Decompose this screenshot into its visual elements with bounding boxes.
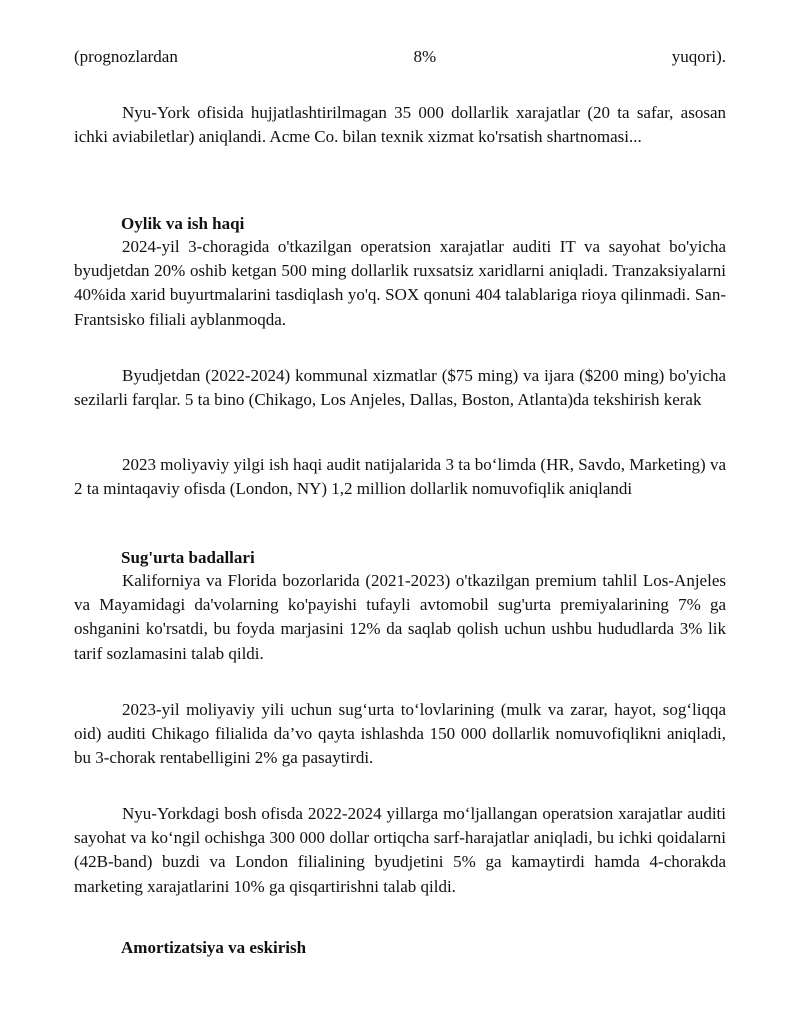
heading-sugurta-badallari: Sug'urta badallari: [121, 548, 255, 567]
paragraph-nyu-york-expenses: Nyu-York ofisida hujjatlashtirilmagan 35 000 dollarlik xarajatlar (20 ta safar, asosan ichki aviabiletlar) aniqlandi. Acme Co. bilan texnik xizmat ko'rsatish shartnomasi...: [74, 103, 726, 147]
top-line: [74, 45, 726, 69]
heading-oylik-va-ish-haqi: Oylik va ish haqi: [121, 214, 245, 233]
paragraph-q3-audit: 2024-yil 3-choragida o'tkazilgan operatsion xarajatlar auditi IT va sayohat bo'yicha byudjetdan 20% oshib ketgan 500 ming dollarlik ruxsatsiz xaridlarni aniqladi. Tranzaksiyalarni 40%ida xarid buyurtmalarini tasdiqlash yo'q. SOX qonuni 404 talablariga rioya qilinmadi. San-Frantsisko filiali ayblanmoqda.: [74, 237, 726, 329]
paragraph-premium-analysis: Kaliforniya va Florida bozorlarida (2021-2023) o'tkazilgan premium tahlil Los-Anjeles va Mayamidagi da'volarning ko'payishi tufayli avtomobil sug'urta premiyalarining 7% ga oshganini ko'rsatdi, bu foyda marjasini 12% da saqlab qolish uchun ushbu hududlarda 3% lik tarif sozlamasini talab qildi.: [74, 571, 726, 663]
top-line-left: (prognozlardan: [74, 47, 178, 66]
paragraph-budget-variance: Byudjetdan (2022-2024) kommunal xizmatlar ($75 ming) va ijara ($200 ming) bo'yicha sezilarli farqlar. 5 ta bino (Chikago, Los Anjeles, Dallas, Boston, Atlanta)da tekshirish kerak: [74, 366, 726, 410]
top-line-middle: 8%: [413, 47, 437, 66]
top-line-right: yuqori).: [671, 47, 726, 66]
paragraph-payroll-audit: 2023 moliyaviy yilgi ish haqi audit natijalarida 3 ta bo‘limda (HR, Savdo, Marketing) va 2 ta mintaqaviy ofisda (London, NY) 1,2 million dollarlik nomuvofiqlik aniqlandi: [74, 455, 726, 499]
heading-amortizatsiya: Amortizatsiya va eskirish: [121, 938, 307, 957]
paragraph-hq-opex-audit: Nyu-Yorkdagi bosh ofisda 2022-2024 yillarga mo‘ljallangan operatsion xarajatlar auditi sayohat va ko‘ngil ochishga 300 000 dollar ortiqcha sarf-harajatlar aniqladi, bu ichki qoidalarni (42B-band) buzdi va London filialining byudjetini 5% ga kamaytirdi hamda 4-chorakda marketing xarajatlarini 10% ga qisqartirishni talab qildi.: [74, 804, 726, 896]
paragraph-insurance-audit: 2023-yil moliyaviy yili uchun sug‘urta to‘lovlarining (mulk va zarar, hayot, sog‘liqqa oid) auditi Chikago filialida da’vo qayta ishlashda 150 000 dollarlik nomuvofiqlikni aniqladi, bu 3-chorak rentabelligini 2% ga pasaytirdi.: [74, 700, 726, 768]
